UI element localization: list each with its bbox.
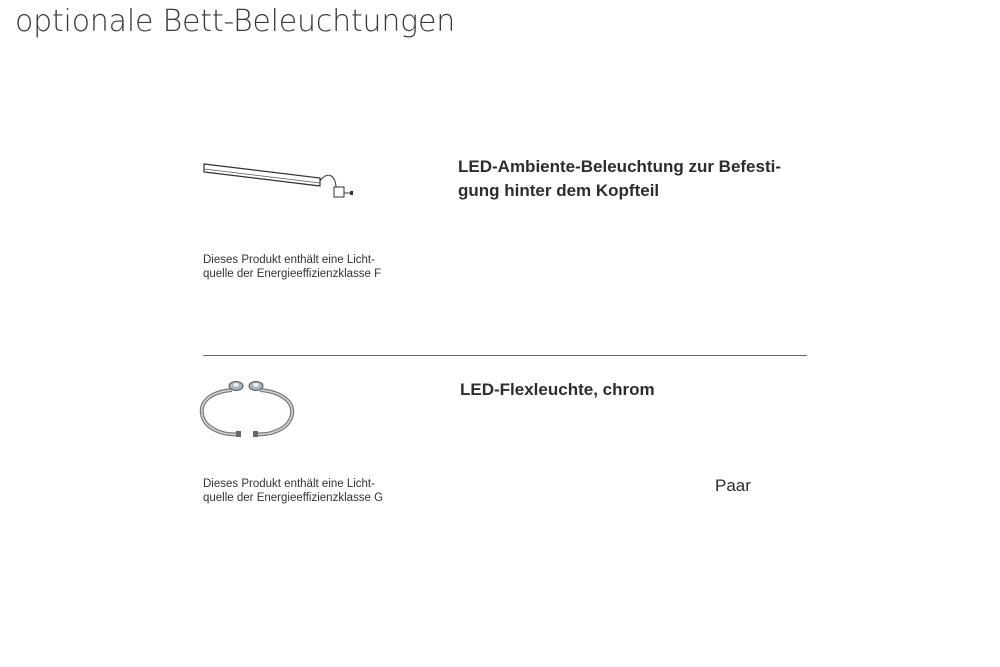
- product-title-line: gung hinter dem Kopfteil: [458, 181, 660, 200]
- led-strip-icon: [200, 156, 356, 204]
- product-title: [458, 155, 781, 203]
- energy-note-line: quelle der Energieeffizienzklasse F: [203, 268, 382, 280]
- page-title: optionale Bett-Beleuchtungen: [15, 4, 456, 39]
- product-title-line: LED-Flexleuchte, chrom: [460, 380, 655, 399]
- unit-label: Paar: [715, 476, 751, 495]
- product-title-line: LED-Ambiente-Beleuchtung zur Befesti-: [458, 157, 782, 176]
- product-title: [460, 378, 655, 402]
- energy-note-line: Dieses Produkt enthält eine Licht-: [203, 478, 375, 490]
- energy-note-line: quelle der Energieeffizienzklasse G: [203, 492, 384, 504]
- divider: [203, 355, 807, 356]
- flex-light-icon: [198, 378, 296, 440]
- energy-note-line: Dieses Produkt enthält eine Licht-: [203, 254, 375, 266]
- energy-efficiency-note: [203, 253, 403, 281]
- energy-efficiency-note: [203, 477, 403, 505]
